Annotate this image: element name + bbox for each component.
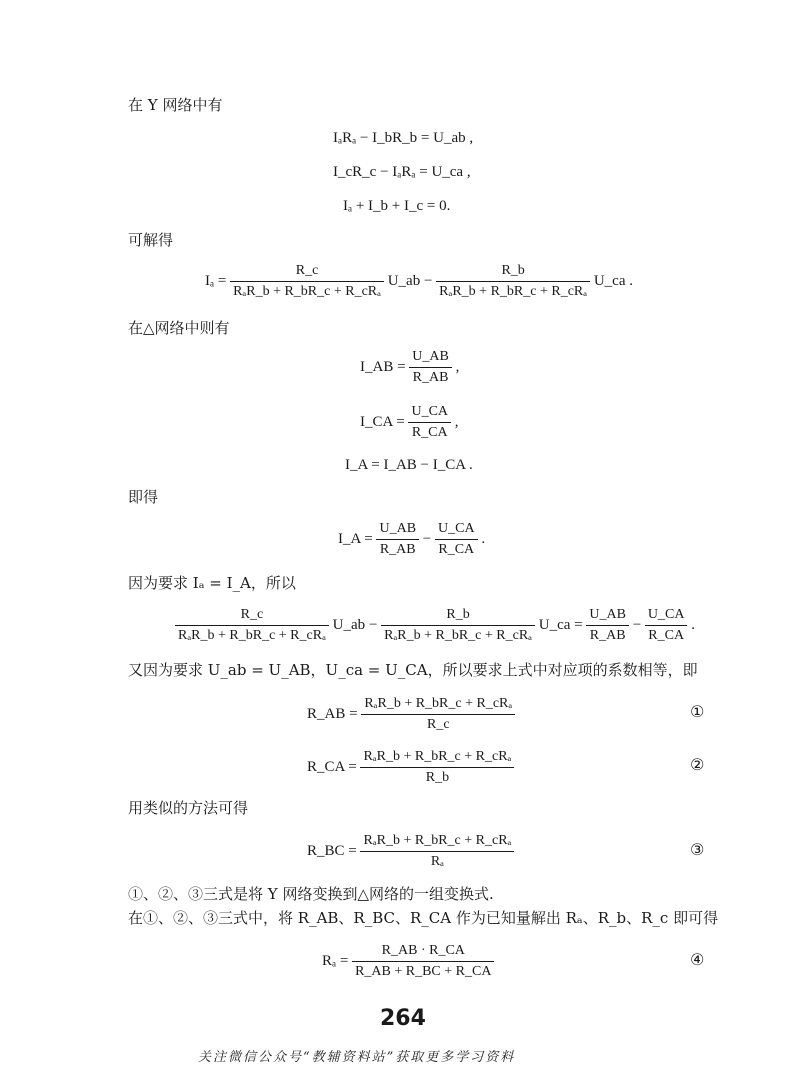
equation-ica-end: , [454, 413, 459, 430]
fraction-numerator: U_CA [435, 520, 478, 540]
fraction-numerator: U_AB [586, 606, 629, 626]
fraction-denominator: RₐR_b + R_bR_c + R_cRₐ [233, 284, 381, 299]
equation-equality [175, 606, 695, 645]
equation-ia-result-mid: − [422, 530, 432, 547]
fraction-denominator: R_AB [589, 628, 626, 643]
equation-rab [307, 695, 515, 734]
fraction-numerator: U_CA [645, 606, 688, 626]
fraction-denominator: R_CA [648, 628, 685, 643]
fraction-denominator: RₐR_b + R_bR_c + R_cRₐ [178, 628, 326, 643]
equation-ica-lhs: I_CA = [360, 413, 405, 430]
equation-ia-mid: U_ab − [387, 272, 433, 289]
equation-y-2: I_cR_c − IₐRₐ = U_ca , [333, 164, 471, 180]
fraction [436, 262, 590, 301]
equation-tag-4: ④ [690, 950, 705, 969]
fraction-numerator: U_CA [408, 403, 451, 423]
fraction-denominator: RₐR_b + R_bR_c + R_cRₐ [439, 284, 588, 299]
fraction [175, 606, 329, 645]
equation-ra [322, 942, 494, 981]
fraction [230, 262, 384, 301]
text-line-y-network: 在 Y 网络中有 [128, 96, 223, 114]
fraction [361, 695, 515, 734]
fraction-numerator: R_b [381, 606, 535, 626]
equation-iab-lhs: I_AB = [360, 358, 406, 375]
fraction-denominator: R_b [425, 770, 450, 785]
footer-watermark: 关注微信公众号“教辅资料站”获取更多学习资料 [198, 1050, 516, 1065]
fraction [360, 748, 514, 787]
fraction [408, 403, 451, 442]
equation-y-1: IₐRₐ − I_bR_b = U_ab , [333, 130, 474, 146]
equation-ia-result [338, 520, 485, 559]
fraction-denominator: R_AB [379, 542, 416, 557]
equation-ia-result-end: . [481, 530, 486, 547]
fraction [645, 606, 688, 645]
fraction-denominator: Rₐ [430, 854, 445, 869]
text-line-solve: 可解得 [128, 231, 174, 249]
equation-ia [205, 262, 633, 301]
equation-equality-m1: U_ab − [332, 616, 378, 633]
equation-tag-3: ③ [690, 840, 705, 859]
equation-iab [360, 348, 459, 387]
fraction [586, 606, 629, 645]
fraction-denominator: R_c [426, 717, 450, 732]
page-number: 264 [380, 1006, 426, 1031]
text-line-because: 因为要求 Iₐ = I_A，所以 [128, 574, 296, 592]
fraction [376, 520, 419, 559]
text-line-solve-known: 在①、②、③三式中，将 R_AB、R_BC、R_CA 作为已知量解出 Rₐ、R_b、R_c 即可得 [128, 909, 719, 927]
fraction [409, 348, 452, 387]
fraction-denominator: R_AB [412, 370, 449, 385]
fraction-numerator: U_AB [376, 520, 419, 540]
fraction-numerator: U_AB [409, 348, 452, 368]
fraction-numerator: RₐR_b + R_bR_c + R_cRₐ [360, 748, 514, 768]
fraction [381, 606, 535, 645]
equation-rca-lhs: R_CA = [307, 758, 357, 775]
equation-tag-2: ② [690, 755, 705, 774]
equation-equality-m2: U_ca = [538, 616, 583, 633]
equation-tag-1: ① [690, 702, 705, 721]
fraction [352, 942, 494, 981]
equation-rbc-lhs: R_BC = [307, 842, 357, 859]
text-line-coefficients: 又因为要求 U_ab = U_AB，U_ca = U_CA，所以要求上式中对应项的系数相等，即 [128, 661, 698, 679]
text-line-transform: ①、②、③三式是将 Y 网络变换到△网络的一组变换式. [128, 885, 494, 903]
fraction-numerator: RₐR_b + R_bR_c + R_cRₐ [361, 695, 515, 715]
fraction-numerator: R_c [230, 262, 384, 282]
fraction-denominator: R_CA [438, 542, 475, 557]
equation-equality-m3: − [632, 616, 642, 633]
fraction-numerator: RₐR_b + R_bR_c + R_cRₐ [360, 832, 514, 852]
text-line-thus: 即得 [128, 488, 159, 506]
equation-ra-lhs: Rₐ = [322, 952, 349, 969]
fraction-denominator: RₐR_b + R_bR_c + R_cRₐ [384, 628, 533, 643]
text-line-similar: 用类似的方法可得 [128, 799, 249, 817]
equation-iab-end: , [455, 358, 460, 375]
equation-ia-delta: I_A = I_AB − I_CA . [345, 457, 473, 473]
equation-rbc [307, 832, 514, 871]
fraction-numerator: R_b [436, 262, 590, 282]
equation-y-3: Iₐ + I_b + I_c = 0. [343, 198, 451, 214]
text-line-delta-network: 在△网络中则有 [128, 319, 230, 337]
fraction-numerator: R_c [175, 606, 329, 626]
fraction [360, 832, 514, 871]
equation-ia-lhs: Iₐ = [205, 272, 227, 289]
equation-ia-result-lhs: I_A = [338, 530, 373, 547]
equation-rab-lhs: R_AB = [307, 705, 358, 722]
equation-equality-end: . [691, 616, 695, 633]
fraction-denominator: R_CA [411, 425, 448, 440]
equation-rca [307, 748, 514, 787]
fraction [435, 520, 478, 559]
equation-ica [360, 403, 459, 442]
fraction-denominator: R_AB + R_BC + R_CA [355, 964, 492, 979]
fraction-numerator: R_AB · R_CA [352, 942, 494, 962]
equation-ia-end: U_ca . [593, 272, 633, 289]
